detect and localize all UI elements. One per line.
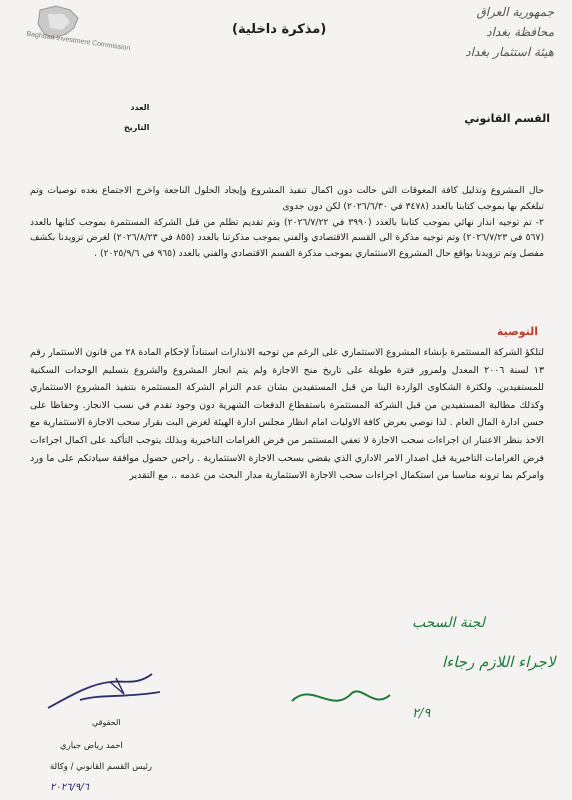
memo-meta	[124, 98, 149, 138]
committee-handwritten-note	[262, 605, 556, 735]
gov-line: جمهورية العراق	[476, 5, 554, 19]
recommendation-text: لتلكؤ الشركة المستثمرة بإنشاء المشروع الاستثماري على الرغم من توجيه الانذارات استناداً لإحكام المادة ٢٨ من قانون الاستثمار رقم ١٣ لسنة ٢٠٠٦ المعدل ولمرور فترة طويلة على تاريخ منح الاجازة ولم يتم انجاز المشروع والشروع بتسليم الوحدات السكنية للمستفيدين. ولكثرة الشكاوى الواردة الينا من قبل المستفيدين بشان عدم التزام الشركة المستثمرة بتنفيذ المشروع الاستثماري وكذلك مطالبة المستفيدين من قبل الشركة المستثمرة باستقطاع الدفعات الشهرية دون وجود تقدم في نسب الانجاز. وحفاظا على حسن ادارة المال العام . لذا نوصي بعرض كافة الاوليات امام انظار مجلس ادارة الهيئة لغرض البت بقرار سحب الاجازة الاستثمارية مع الاخذ بنظر الاعتبار ان اجراءات سحب الاجازة لا تعفي المستثمر من فرض الغرامات التاخيرية وبذلك يتوجب التأكيد على اكمال اجراءات فرض الغرامات التاخيرية قبل اصدار الامر الاداري الذي يقضي بسحب الاجازة الاستثمارية . راجين حصول موافقة سيادتكم على ما ورد وامركم بما ترونه مناسبا من استكمال اجراءات سحب الاجازة الاستثمارية مدار البحث من عدمه .. مع التقدير	[30, 347, 544, 482]
memo-title: (مذكرة داخلية)	[232, 22, 327, 37]
department-name: القسم القانوني	[464, 112, 550, 125]
intro-paragraph: ٢- تم توجيه انذار نهائي بموجب كتابنا بالعدد (٣٩٩٠ في ٢٠٢٦/٧/٢٢) وتم تقديم تظلم من قبل الشركة المستثمرة بموجب كتابها بالعدد (٥٦٧ في ٢٠٢٦/٧/٢٣) وتم توجيه مذكرة الى القسم الاقتصادي والفني بموجب مذكرتنا بالعدد (٨٥٥ في ٢٠٢٦/٨/٢٣) لغرض تزويدنا بكشف مفصل وتم تزويدنا بواقع حال المشروع الاستثماري بموجب مذكرة القسم الاقتصادي والفني بالعدد (٩٦٥ في ٢٠٢٥/٩/٦) .	[30, 216, 545, 260]
gov-line: هيئة استثمار بغداد	[465, 45, 554, 59]
handwriting-line: لجنة السحب	[412, 615, 485, 631]
intro-section	[30, 183, 544, 262]
recommendation-title: التوصية	[496, 325, 538, 338]
gov-line: محافظة بغداد	[486, 25, 554, 39]
legal-signature	[40, 670, 170, 715]
legal-advisor-label: الحقوقي	[92, 718, 121, 727]
handwriting-line: لاجراء اللازم رجاءا	[442, 653, 556, 671]
logo-caption: Baghdad Investment Commission	[26, 30, 131, 53]
number-label: العدد	[130, 103, 150, 112]
recommendation-section	[30, 344, 544, 485]
handwriting-line: ٢/٩	[412, 706, 431, 721]
government-header	[414, 2, 554, 62]
header-logo-block	[8, 4, 158, 64]
signer-name: احمد رياض جباري	[60, 741, 123, 751]
date-label: التاريخ	[124, 123, 150, 132]
signer-title: رئيس القسم القانوني / وكالة	[50, 762, 152, 772]
signed-date: ٢٠٢٦/٩/٦	[50, 782, 89, 793]
intro-paragraph: حال المشروع وتذليل كافة المعوقات التي حالت دون اكمال تنفيذ المشروع وإيجاد الحلول الناجعة واخرج الاجتماع بعده توصيات وتم تبلغكم بها بموجب كتابنا بالعدد (٣٤٧٨ في ٢٠٢٦/٦/٣٠) لكن دون جدوى	[30, 185, 544, 212]
